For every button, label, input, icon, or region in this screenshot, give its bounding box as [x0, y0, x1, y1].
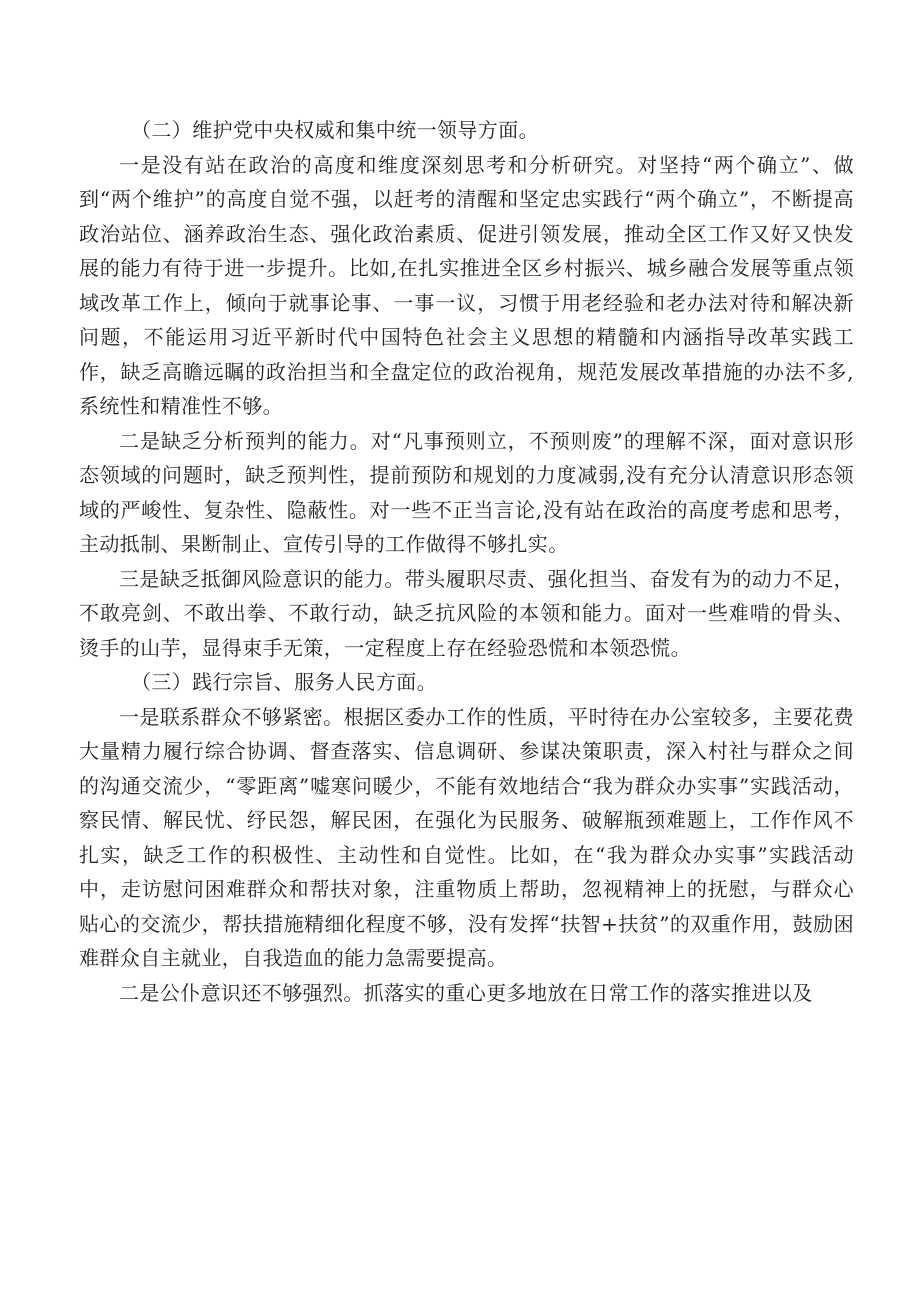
document-body: [79, 113, 854, 1010]
paragraph-political-height: 一是没有站在政治的高度和维度深刻思考和分析研究。对坚持“两个确立”、做到“两个维护”的高度自觉不强，以赶考的清醒和坚定忠实践行“两个确立”，不断提高政治站位、涵养政治生态、强化政治素质、促进引领发展，推动全区工作又好又快发展的能力有待于进一步提升。比如,在扎实推进全区乡村振兴、城乡融合发展等重点领域改革工作上，倾向于就事论事、一事一议，习惯于用老经验和老办法对待和解决新问题，不能运用习近平新时代中国特色社会主义思想的精髓和内涵指导改革实践工作，缺乏高瞻远瞩的政治担当和全盘定位的政治视角，规范发展改革措施的办法不多,系统性和精准性不够。: [79, 152, 854, 418]
section-heading-two: （二）维护党中央权威和集中统一领导方面。: [131, 118, 539, 142]
paragraph-risk-awareness: 三是缺乏抵御风险意识的能力。带头履职尽责、强化担当、奋发有为的动力不足，不敢亮剑、不敢出拳、不敢行动，缺乏抗风险的本领和能力。面对一些难啃的骨头、烫手的山芋，显得束手无策，一定程度上存在经验恐慌和本领恐慌。: [79, 566, 854, 660]
paragraph-contact-masses: 一是联系群众不够紧密。根据区委办工作的性质，平时待在办公室较多，主要花费大量精力履行综合协调、督查落实、信息调研、参谋决策职责，深入村社与群众之间的沟通交流少，“零距离”嘘寒问暖少，不能有效地结合“我为群众办实事”实践活动，察民情、解民忧、纾民怨，解民困，在强化为民服务、破解瓶颈难题上，工作作风不扎实，缺乏工作的积极性、主动性和自觉性。比如，在“我为群众办实事”实践活动中，走访慰问困难群众和帮扶对象，注重物质上帮助，忽视精神上的抚慰，与群众心贴心的交流少，帮扶措施精细化程度不够，没有发挥“扶智+扶贫”的双重作用，鼓励困难群众自主就业，自我造血的能力急需要提高。: [79, 704, 854, 970]
paragraph-prediction-ability: 二是缺乏分析预判的能力。对“凡事预则立，不预则废”的理解不深，面对意识形态领域的问题时，缺乏预判性，提前预防和规划的力度减弱,没有充分认清意识形态领域的严峻性、复杂性、隐蔽性。对一些不正当言论,没有站在政治的高度考虑和思考，主动抵制、果断制止、宣传引导的工作做得不够扎实。: [79, 428, 854, 556]
paragraph-servant-awareness: 二是公仆意识还不够强烈。抓落实的重心更多地放在日常工作的落实推进以及: [119, 980, 813, 1005]
section-heading-three: （三）践行宗旨、服务人民方面。: [131, 670, 437, 694]
